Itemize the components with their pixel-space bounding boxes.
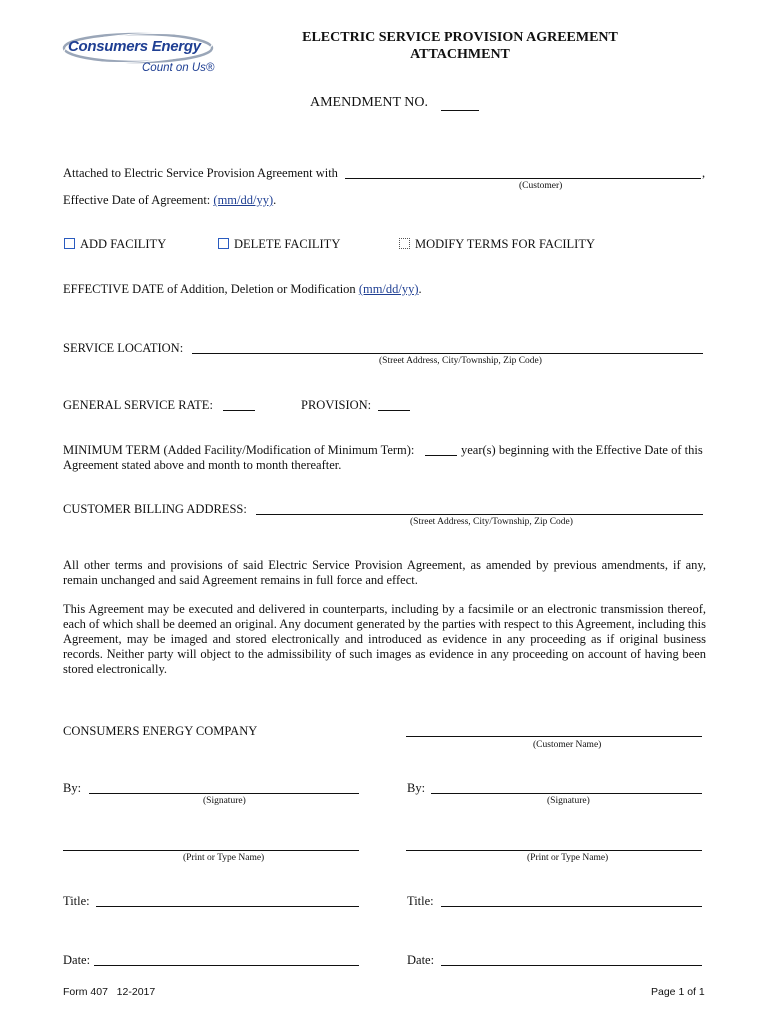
- terms-paragraph: All other terms and provisions of said Electric Service Provision Agreement, as amended by previous amendments, if any, remain unchanged and said Agreement remains in full force and effect.: [63, 558, 706, 587]
- delete-facility-label: DELETE FACILITY: [234, 237, 341, 251]
- customer-name-caption: (Customer Name): [533, 740, 602, 750]
- customer-print-name-field[interactable]: [406, 850, 702, 851]
- general-service-rate-field[interactable]: [223, 410, 255, 411]
- document-title-line2: ATTACHMENT: [410, 47, 510, 62]
- service-location-label: SERVICE LOCATION:: [63, 341, 184, 355]
- general-service-rate-label: GENERAL SERVICE RATE:: [63, 398, 213, 412]
- modify-terms-option[interactable]: [399, 237, 595, 252]
- billing-address-label: CUSTOMER BILLING ADDRESS:: [63, 502, 247, 516]
- provision-field[interactable]: [378, 410, 410, 411]
- company-date-field[interactable]: [94, 965, 359, 966]
- minimum-term-years-field[interactable]: [425, 455, 457, 456]
- amendment-label: AMENDMENT NO.: [310, 95, 428, 110]
- service-location-caption: (Street Address, City/Township, Zip Code): [379, 356, 542, 366]
- counterparts-paragraph: This Agreement may be executed and delivered in counterparts, including by a facsimile or an electronic transmission thereof, each of which shall be deemed an original. Any document generated by the parties with respect to this Agreement, including this Agreement, may be imaged and stored electronically and introduced as evidence in any proceeding as if original business records. Neither party will object to the admissibility of such images as evidence in any proceeding on account of having been stored electronically.: [63, 602, 706, 676]
- customer-title-label: Title:: [407, 894, 434, 908]
- effective-date-agreement-label: Effective Date of Agreement:: [63, 193, 211, 207]
- delete-facility-checkbox[interactable]: [218, 238, 229, 249]
- add-facility-label: ADD FACILITY: [80, 237, 167, 251]
- company-signature-caption: (Signature): [203, 796, 246, 806]
- billing-address-caption: (Street Address, City/Township, Zip Code): [410, 517, 573, 527]
- attached-label: Attached to Electric Service Provision Agreement with: [63, 166, 338, 180]
- add-facility-option[interactable]: [64, 237, 166, 252]
- logo-brand: Consumers Energy: [68, 38, 201, 55]
- company-name: CONSUMERS ENERGY COMPANY: [63, 724, 258, 738]
- modify-terms-checkbox[interactable]: [399, 238, 410, 249]
- effective-date-change-row: [63, 282, 422, 297]
- minimum-term-text: year(s) beginning with the Effective Date of this: [461, 443, 703, 457]
- customer-date-field[interactable]: [441, 965, 702, 966]
- customer-name-field[interactable]: [406, 736, 702, 737]
- form-number: Form 407 12-2017: [63, 986, 156, 998]
- provision-label: PROVISION:: [301, 398, 372, 412]
- company-date-label: Date:: [63, 953, 91, 967]
- company-print-name-field[interactable]: [63, 850, 359, 851]
- company-by-label: By:: [63, 781, 82, 795]
- service-location-field[interactable]: [192, 353, 703, 354]
- company-logo: [60, 26, 220, 84]
- company-signature-field[interactable]: [89, 793, 359, 794]
- effective-date-change-label: EFFECTIVE DATE of Addition, Deletion or Modification: [63, 282, 356, 296]
- customer-signature-caption: (Signature): [547, 796, 590, 806]
- period: .: [418, 282, 422, 296]
- page-number: Page 1 of 1: [651, 986, 705, 998]
- customer-caption: (Customer): [519, 181, 563, 191]
- add-facility-checkbox[interactable]: [64, 238, 75, 249]
- billing-address-field[interactable]: [256, 514, 703, 515]
- effective-date-change-field[interactable]: (mm/dd/yy): [358, 282, 419, 296]
- customer-by-label: By:: [407, 781, 426, 795]
- period: .: [273, 193, 277, 207]
- customer-print-name-caption: (Print or Type Name): [527, 853, 609, 863]
- logo-tagline: Count on Us®: [142, 62, 215, 74]
- modify-terms-label: MODIFY TERMS FOR FACILITY: [415, 237, 595, 251]
- minimum-term-label: MINIMUM TERM (Added Facility/Modification of Minimum Term):: [63, 443, 415, 457]
- effective-date-agreement-field[interactable]: (mm/dd/yy): [213, 193, 274, 207]
- customer-title-field[interactable]: [441, 906, 702, 907]
- amendment-number-field[interactable]: [441, 110, 479, 111]
- delete-facility-option[interactable]: [218, 237, 340, 252]
- document-title-line1: ELECTRIC SERVICE PROVISION AGREEMENT: [302, 30, 618, 45]
- effective-date-agreement-row: [63, 193, 276, 208]
- company-print-name-caption: (Print or Type Name): [183, 853, 265, 863]
- customer-field[interactable]: [345, 178, 701, 179]
- company-title-field[interactable]: [96, 906, 359, 907]
- minimum-term-text-line2: Agreement stated above and month to month thereafter.: [63, 458, 342, 472]
- attached-comma: ,: [702, 166, 706, 180]
- logo-swoosh-icon: [60, 26, 220, 84]
- customer-date-label: Date:: [407, 953, 435, 967]
- customer-signature-field[interactable]: [431, 793, 702, 794]
- company-title-label: Title:: [63, 894, 90, 908]
